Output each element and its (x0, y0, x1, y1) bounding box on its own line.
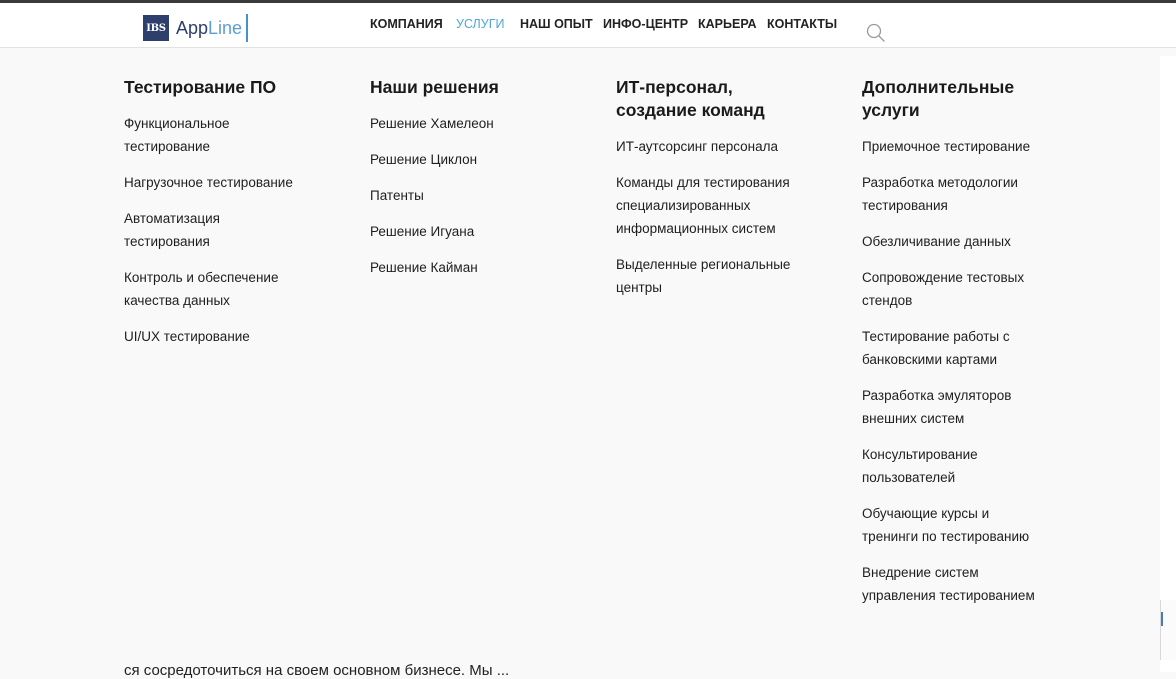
nav-item-contacts[interactable]: КОНТАКТЫ (767, 17, 838, 31)
menu-column-solutions (370, 76, 590, 279)
menu-link-caiman[interactable]: Решение Кайман (370, 260, 478, 275)
nav-item-careers[interactable]: КАРЬЕРА (698, 17, 757, 31)
recaptcha-badge[interactable] (1160, 600, 1176, 660)
nav-item-company[interactable]: КОМПАНИЯ (370, 17, 443, 31)
site-header (0, 3, 1176, 48)
column-title: Наши решения (370, 77, 499, 97)
menu-link-bank-cards[interactable]: Тестирование работы с банковскими картами (862, 329, 1010, 367)
menu-link-methodology[interactable]: Разработка методологии тестирования (862, 175, 1018, 213)
appline-logo[interactable] (143, 14, 248, 42)
page-body-text-partial: ся сосредоточиться на своем основном бизнесе. Мы ... (124, 662, 510, 679)
column-title: ИТ-персонал, создание команд (616, 77, 765, 120)
menu-link-functional-testing[interactable]: Функциональное тестирование (124, 116, 230, 154)
menu-column-additional-services (862, 76, 1102, 607)
menu-link-training[interactable]: Обучающие курсы и тренинги по тестированию (862, 506, 1030, 544)
logo-divider (246, 14, 248, 42)
column-title: Дополнительные услуги (862, 77, 1015, 120)
menu-link-chameleon[interactable]: Решение Хамелеон (370, 116, 494, 131)
nav-item-info-center[interactable]: ИНФО-ЦЕНТР (603, 17, 689, 31)
menu-link-test-stands[interactable]: Сопровождение тестовых стендов (862, 270, 1025, 308)
menu-link-test-automation[interactable]: Автоматизация тестирования (124, 211, 220, 249)
menu-link-cyclone[interactable]: Решение Циклон (370, 152, 478, 167)
menu-link-patents[interactable]: Патенты (370, 188, 424, 203)
menu-link-acceptance-testing[interactable]: Приемочное тестирование (862, 139, 1031, 154)
logo-text-line: Line (208, 17, 243, 38)
menu-link-data-anonymization[interactable]: Обезличивание данных (862, 234, 1011, 249)
menu-column-testing (124, 76, 344, 348)
menu-link-regional-centers[interactable]: Выделенные региональные центры (616, 257, 791, 295)
nav-item-services[interactable]: УСЛУГИ (456, 17, 505, 31)
recaptcha-icon (1161, 612, 1163, 626)
menu-link-consulting[interactable]: Консультирование пользователей (862, 447, 978, 485)
menu-link-uiux-testing[interactable]: UI/UX тестирование (124, 329, 250, 344)
ibs-logo-mark: IBS (143, 15, 169, 41)
nav-item-experience[interactable]: НАШ ОПЫТ (520, 17, 593, 31)
menu-link-iguana[interactable]: Решение Игуана (370, 224, 475, 239)
menu-link-test-management[interactable]: Внедрение систем управления тестированием (862, 565, 1035, 603)
menu-link-testing-teams[interactable]: Команды для тестирования специализированных информационных систем (616, 175, 790, 236)
menu-column-it-staff (616, 76, 836, 299)
column-title: Тестирование ПО (124, 77, 277, 97)
menu-link-it-outsourcing[interactable]: ИТ-аутсорсинг персонала (616, 139, 779, 154)
search-icon[interactable] (866, 23, 886, 43)
menu-link-data-quality[interactable]: Контроль и обеспечение качества данных (124, 270, 279, 308)
menu-link-emulators[interactable]: Разработка эмуляторов внешних систем (862, 388, 1012, 426)
right-edge-panel (1160, 56, 1176, 672)
menu-link-load-testing[interactable]: Нагрузочное тестирование (124, 175, 293, 190)
logo-text-app: App (176, 17, 209, 38)
